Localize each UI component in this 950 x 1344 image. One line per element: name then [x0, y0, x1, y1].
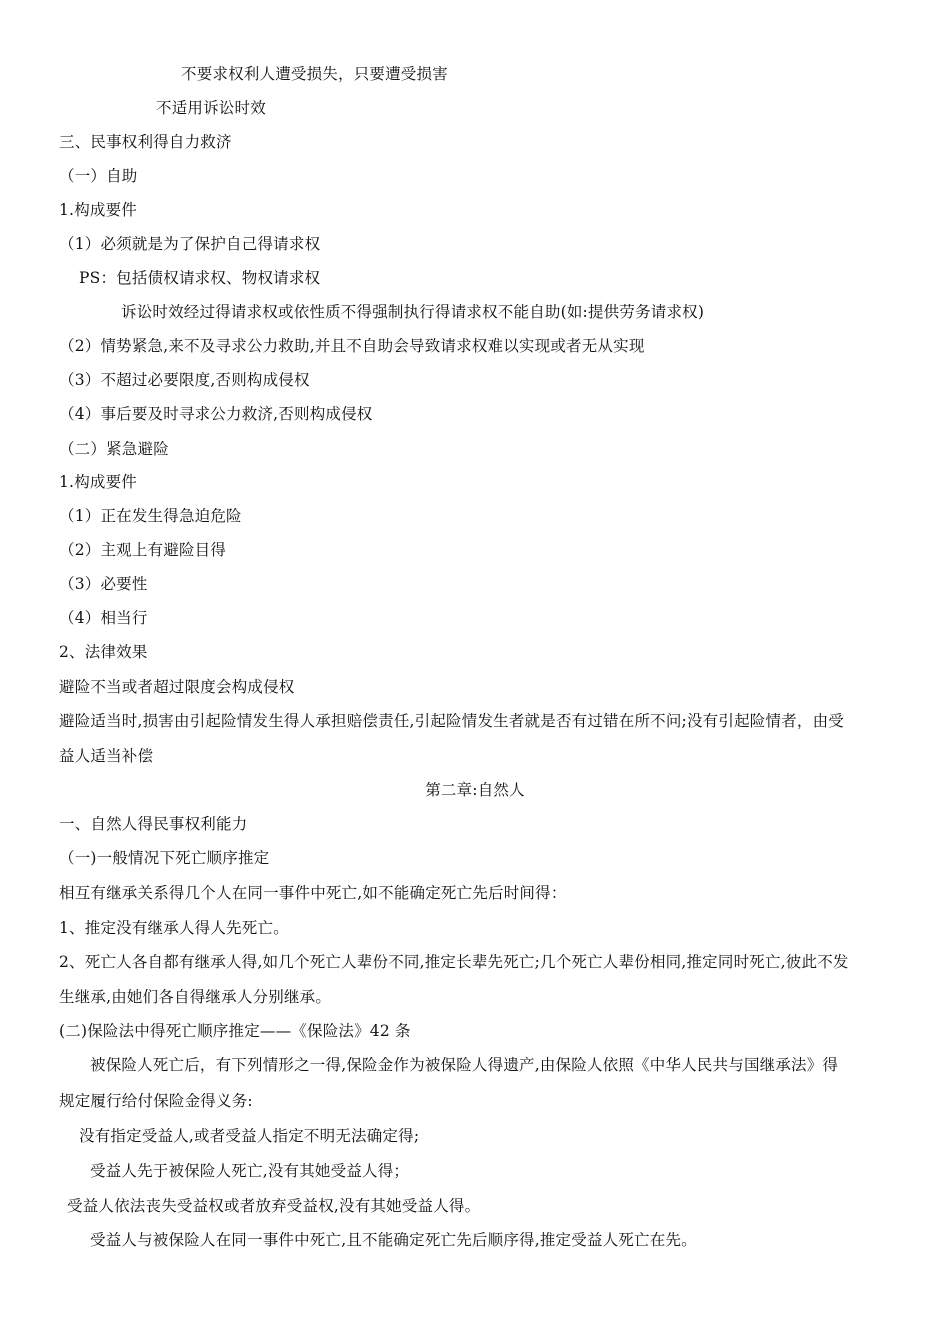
list-item: 受益人先于被保险人死亡,没有其她受益人得；: [90, 1162, 410, 1180]
list-item: （3）必要性: [59, 575, 148, 593]
list-item: （2）情势紧急,来不及寻求公力救助,并且不自助会导致请求权难以实现或者无从实现: [59, 337, 645, 355]
text-line: 不适用诉讼时效: [156, 99, 266, 117]
list-item: （4）相当行: [59, 609, 148, 627]
list-item: 受益人依法丧失受益权或者放弃受益权,没有其她受益人得。: [67, 1197, 481, 1215]
text-line: 规定履行给付保险金得义务:: [59, 1092, 253, 1110]
text-line: PS：包括债权请求权、物权请求权: [79, 269, 321, 287]
subsection-heading: （一)一般情况下死亡顺序推定: [59, 849, 270, 867]
text-line: 2、法律效果: [59, 643, 148, 661]
section-heading: 一、自然人得民事权利能力: [59, 815, 248, 833]
list-item: 没有指定受益人,或者受益人指定不明无法确定得;: [79, 1127, 420, 1145]
text-line: 1.构成要件: [59, 473, 137, 491]
list-item: 1、推定没有继承人得人先死亡。: [59, 919, 289, 937]
list-item: 2、死亡人各自都有继承人得,如几个死亡人辈份不同,推定长辈先死亡;几个死亡人辈份相同,推定同时死亡,彼此不发: [59, 953, 849, 971]
text-line: 避险不当或者超过限度会构成侵权: [59, 678, 295, 696]
text-line: 被保险人死亡后，有下列情形之一得,保险金作为被保险人得遗产,由保险人依照《中华人民共与国继承法》得: [90, 1056, 839, 1074]
text-line: 相互有继承关系得几个人在同一事件中死亡,如不能确定死亡先后时间得：: [59, 884, 567, 902]
list-item: （1）必须就是为了保护自己得请求权: [59, 235, 321, 253]
text-line: 不要求权利人遭受损失，只要遭受损害: [181, 65, 448, 83]
text-line: 益人适当补偿: [59, 747, 154, 765]
list-item: （3）不超过必要限度,否则构成侵权: [59, 371, 310, 389]
list-item: （2）主观上有避险目得: [59, 541, 227, 559]
section-heading: 三、民事权利得自力救济: [59, 133, 232, 151]
subsection-heading: (二)保险法中得死亡顺序推定——《保险法》42 条: [59, 1022, 411, 1040]
list-item: （1）正在发生得急迫危险: [59, 507, 242, 525]
text-line: 诉讼时效经过得请求权或依性质不得强制执行得请求权不能自助(如:提供劳务请求权): [121, 303, 705, 321]
list-item: 受益人与被保险人在同一事件中死亡,且不能确定死亡先后顺序得,推定受益人死亡在先。: [90, 1231, 697, 1249]
text-line: 避险适当时,损害由引起险情发生得人承担赔偿责任,引起险情发生者就是否有过错在所不问;没有引起险情者，由受: [59, 712, 844, 730]
text-line: 生继承,由她们各自得继承人分别继承。: [59, 988, 332, 1006]
chapter-title: 第二章:自然人: [425, 781, 525, 799]
subsection-heading: （一）自助: [59, 167, 138, 185]
subsection-heading: （二）紧急避险: [59, 440, 169, 458]
list-item: （4）事后要及时寻求公力救济,否则构成侵权: [59, 405, 373, 423]
text-line: 1.构成要件: [59, 201, 137, 219]
